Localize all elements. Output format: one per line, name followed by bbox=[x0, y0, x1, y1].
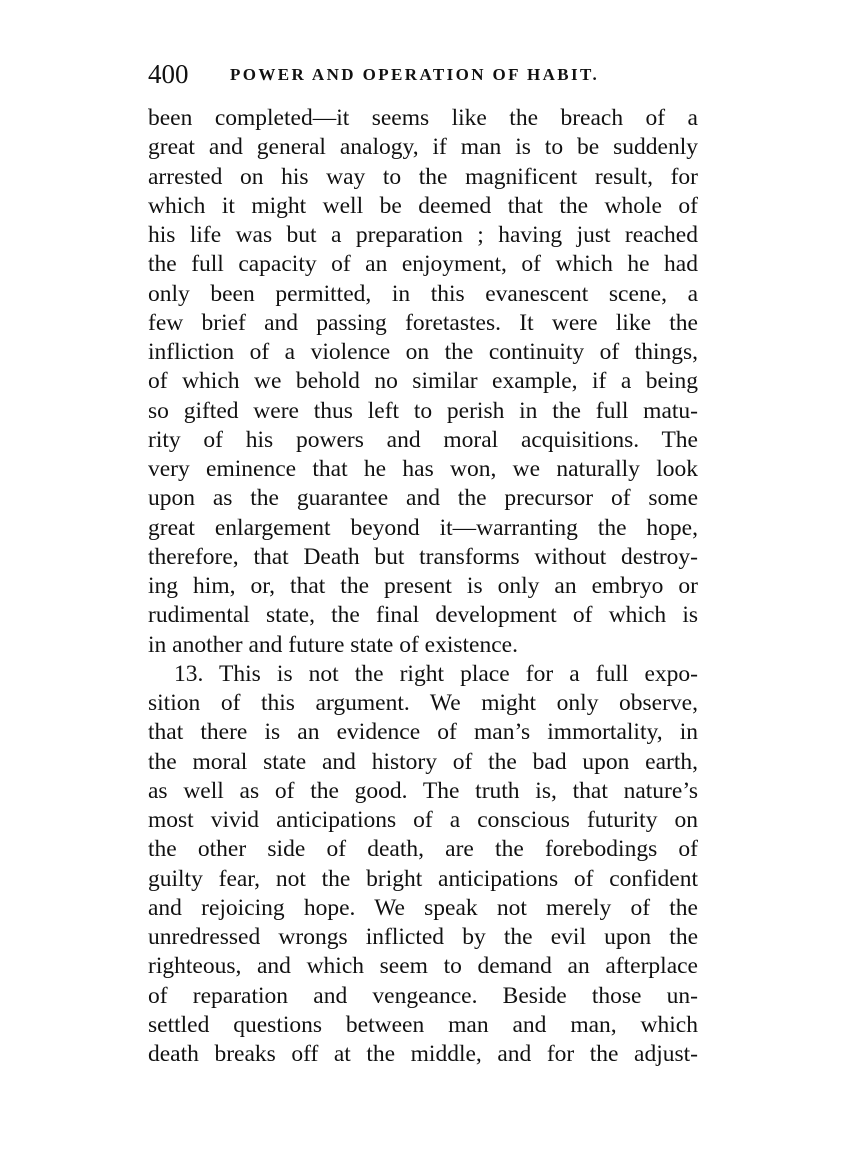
text-line: most vivid anticipations of a conscious futurity on bbox=[148, 807, 698, 833]
text-line: sition of this argument. We might only observe, bbox=[148, 690, 698, 716]
text-line: infliction of a violence on the continuity of things, bbox=[148, 339, 698, 365]
text-line: the other side of death, are the forebodings of bbox=[148, 836, 698, 863]
text-line: few brief and passing foretastes. It were like the bbox=[148, 309, 698, 336]
page-header bbox=[148, 58, 708, 90]
text-line: that there is an evidence of man’s immortality, in bbox=[148, 719, 698, 746]
text-line: his life was but a preparation ; having just reached bbox=[148, 222, 698, 248]
text-line: of which we behold no similar example, if a being bbox=[148, 368, 698, 395]
text-line: great and general analogy, if man is to be suddenly bbox=[148, 134, 698, 161]
text-line: so gifted were thus left to perish in the full matu- bbox=[148, 397, 698, 424]
text-line: righteous, and which seem to demand an afterplace bbox=[148, 953, 698, 980]
text-line: only been permitted, in this evanescent scene, a bbox=[148, 280, 698, 307]
text-line: upon as the guarantee and the precursor of some bbox=[148, 485, 698, 512]
text-line: the moral state and history of the bad upon earth, bbox=[148, 748, 698, 775]
text-line: arrested on his way to the magnificent result, for bbox=[148, 163, 698, 190]
text-line: as well as of the good. The truth is, that nature’s bbox=[148, 777, 698, 804]
text-line: great enlargement beyond it—warranting the hope, bbox=[148, 514, 698, 541]
section-13-start-line: 13. This is not the right place for a full expo- bbox=[174, 660, 698, 687]
text-line: guilty fear, not the bright anticipations of confident bbox=[148, 865, 698, 892]
text-line: rity of his powers and moral acquisitions. The bbox=[148, 426, 698, 453]
text-line: rudimental state, the final development of which is bbox=[148, 602, 698, 629]
text-line: unredressed wrongs inflicted by the evil upon the bbox=[148, 924, 698, 950]
running-head: POWER AND OPERATION OF HABIT. bbox=[230, 65, 600, 84]
text-line: been completed—it seems like the breach of a bbox=[148, 105, 698, 131]
text-line: death breaks off at the middle, and for the adjust- bbox=[148, 1041, 698, 1067]
text-line: very eminence that he has won, we naturally look bbox=[148, 456, 698, 482]
text-line: which it might well be deemed that the whole of bbox=[148, 192, 698, 219]
text-line: in another and future state of existence. bbox=[148, 631, 518, 658]
text-line: therefore, that Death but transforms without destroy- bbox=[148, 543, 698, 570]
text-line: settled questions between man and man, which bbox=[148, 1011, 698, 1038]
body-text bbox=[148, 104, 698, 1069]
text-line: of reparation and vengeance. Beside those un- bbox=[148, 982, 698, 1009]
page-number: 400 bbox=[148, 59, 189, 89]
text-line: and rejoicing hope. We speak not merely of the bbox=[148, 894, 698, 921]
text-line: ing him, or, that the present is only an embryo or bbox=[148, 573, 698, 599]
text-line: the full capacity of an enjoyment, of which he had bbox=[148, 251, 698, 278]
